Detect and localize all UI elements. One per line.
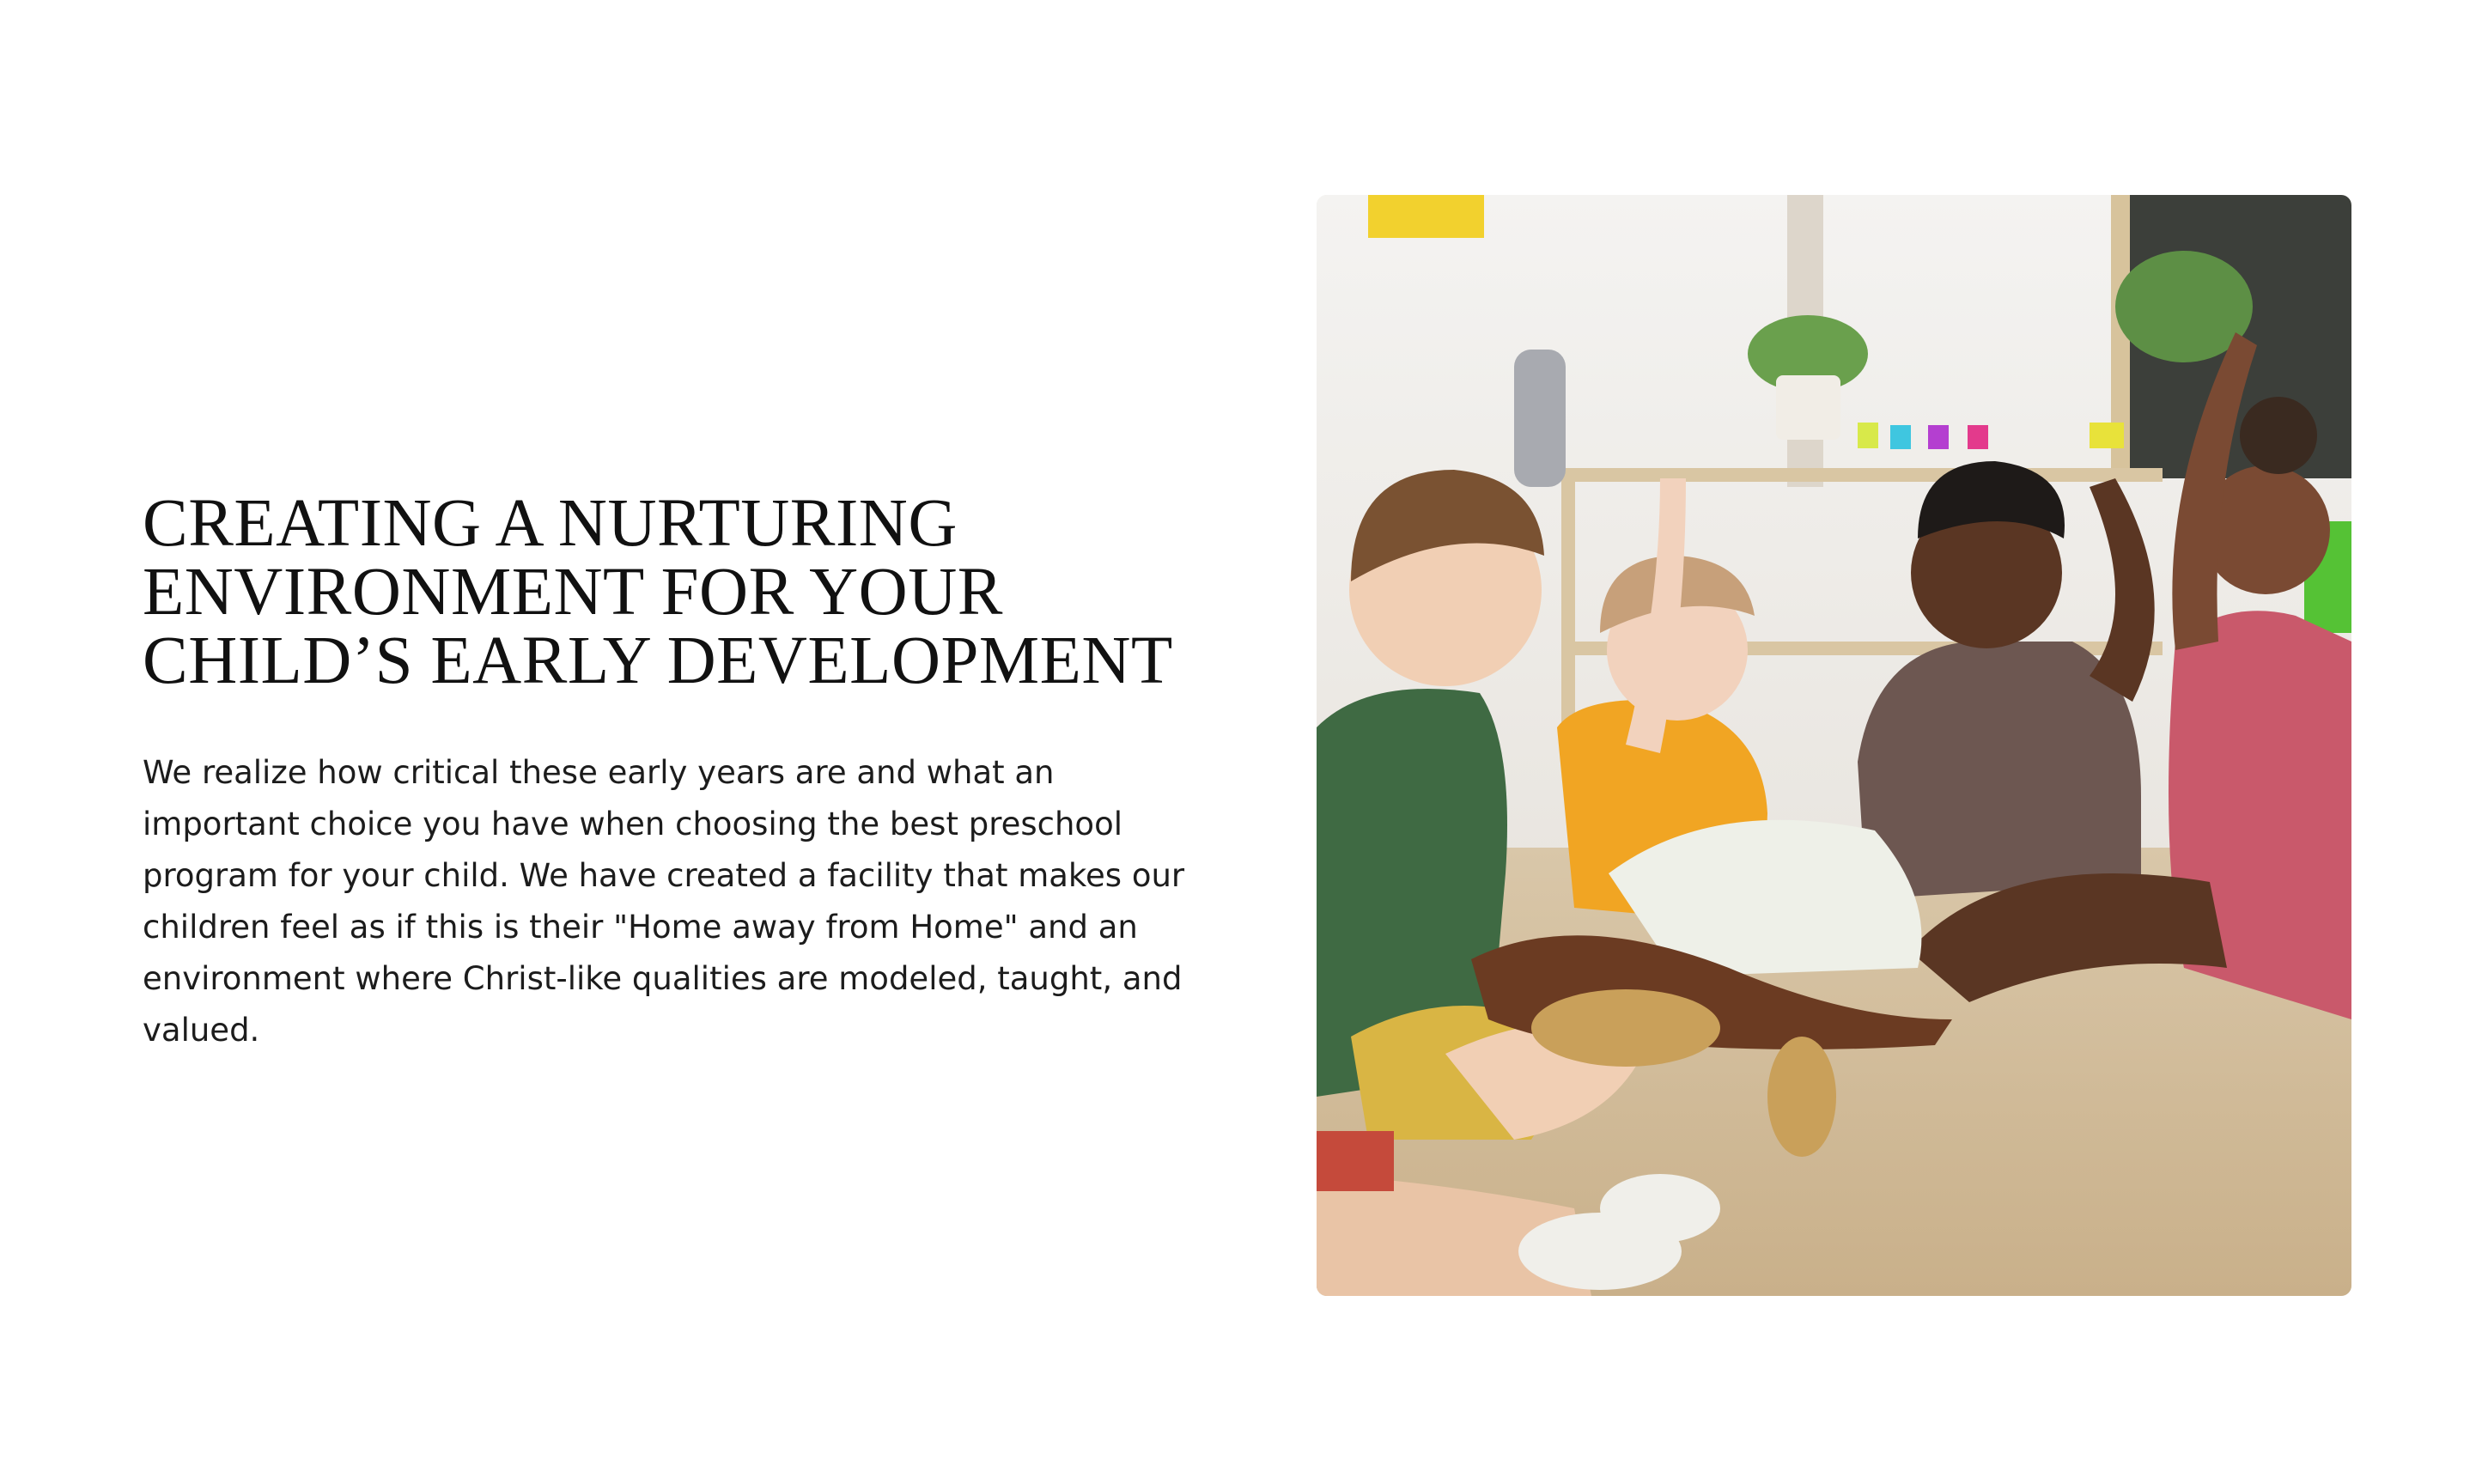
shelf	[1561, 468, 2163, 482]
cup	[1968, 425, 1988, 449]
text-column	[143, 486, 1216, 1056]
white-sock	[1600, 1174, 1720, 1243]
yellow-poster	[1368, 195, 1484, 238]
red-shorts	[1317, 1131, 1394, 1191]
rolled-mat	[1514, 350, 1566, 487]
section-body: We realize how critical these early years are and what an important choice you have when choosing the best preschool program for your child. We have created a facility that makes our children feel as if this is their "Home away from Home" and an environment where Christ-like qualities are modeled, taught, and valued.	[143, 754, 1185, 1049]
cup	[1928, 425, 1949, 449]
shelf-side	[1561, 468, 1575, 726]
toy-ears	[1531, 989, 1720, 1067]
cup	[2090, 423, 2124, 448]
toy-paw	[1767, 1037, 1836, 1157]
classroom-illustration	[1317, 195, 2351, 1296]
hair-bun	[2240, 397, 2317, 474]
cup	[1890, 425, 1911, 449]
classroom-photo	[1317, 195, 2351, 1296]
plant-pot	[1776, 375, 1840, 440]
section-headline: CREATING A NURTURING ENVIRONMENT FOR YOUR CHILD’S EARLY DEVELOPMENT	[143, 486, 1173, 698]
cup	[1858, 423, 1878, 448]
